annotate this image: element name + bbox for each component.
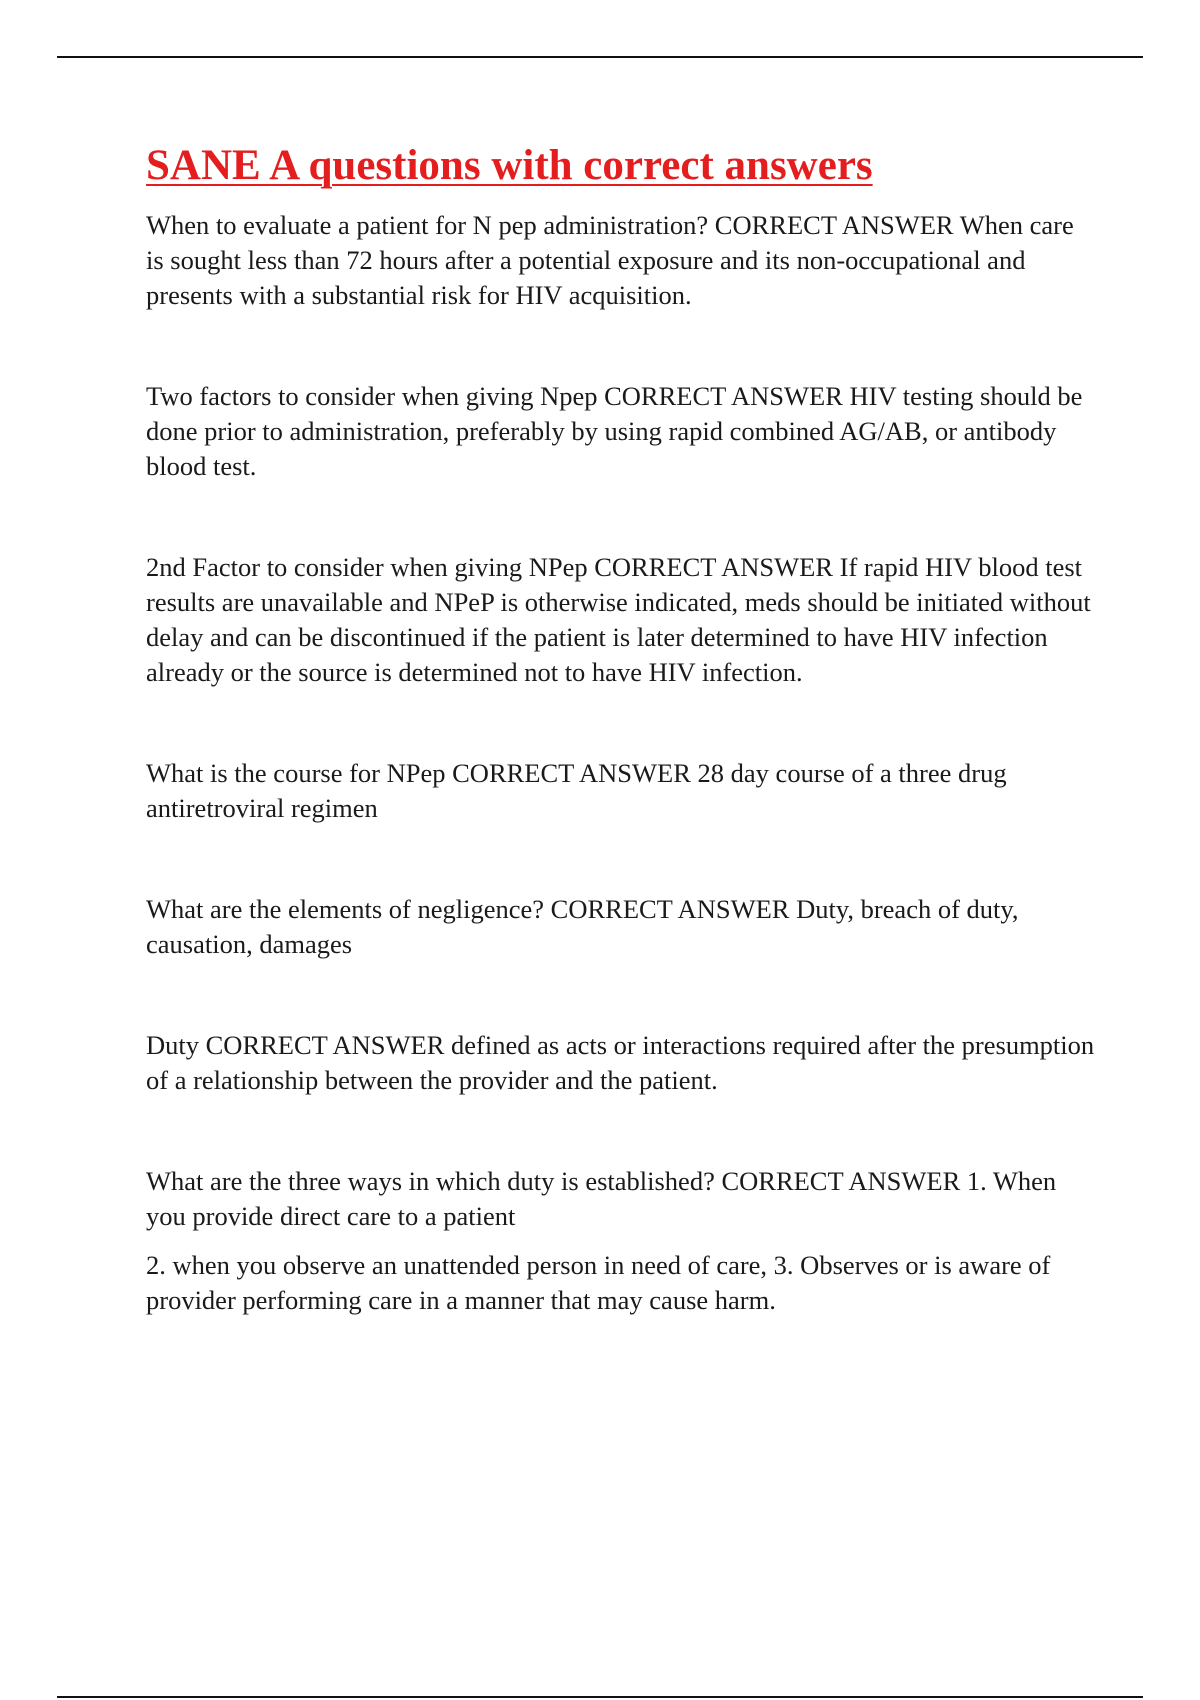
qa-paragraph-1: When to evaluate a patient for N pep administration? CORRECT ANSWER When care is sought less than 72 hours after a potential exposure and its non-occupational and presents with a substantial risk for HIV acquisition. bbox=[146, 209, 1074, 310]
qa-paragraph-7: What are the three ways in which duty is established? CORRECT ANSWER 1. When you provide direct care to a patient bbox=[146, 1165, 1057, 1231]
footer-rule bbox=[57, 1696, 1143, 1698]
document-title: SANE A questions with correct answers bbox=[146, 142, 873, 189]
qa-paragraph-3: 2nd Factor to consider when giving NPep CORRECT ANSWER If rapid HIV blood test results are unavailable and NPeP is otherwise indicated, meds should be initiated without delay and can be discontinued if the patient is later determined to have HIV infection already or the source is determined not to have HIV infection. bbox=[146, 551, 1091, 687]
qa-paragraph-2: Two factors to consider when giving Npep CORRECT ANSWER HIV testing should be done prior to administration, preferably by using rapid combined AG/AB, or antibody blood test. bbox=[146, 380, 1083, 481]
qa-paragraph-7-continued: 2. when you observe an unattended person in need of care, 3. Observes or is aware of provider performing care in a manner that may cause harm. bbox=[146, 1249, 1051, 1315]
document-body bbox=[146, 140, 1096, 1318]
header-rule bbox=[57, 56, 1143, 58]
qa-paragraph-4: What is the course for NPep CORRECT ANSWER 28 day course of a three drug antiretroviral regimen bbox=[146, 757, 1007, 823]
qa-paragraph-6: Duty CORRECT ANSWER defined as acts or interactions required after the presumption of a relationship between the provider and the patient. bbox=[146, 1029, 1095, 1095]
qa-paragraph-5: What are the elements of negligence? CORRECT ANSWER Duty, breach of duty, causation, damages bbox=[146, 893, 1019, 959]
